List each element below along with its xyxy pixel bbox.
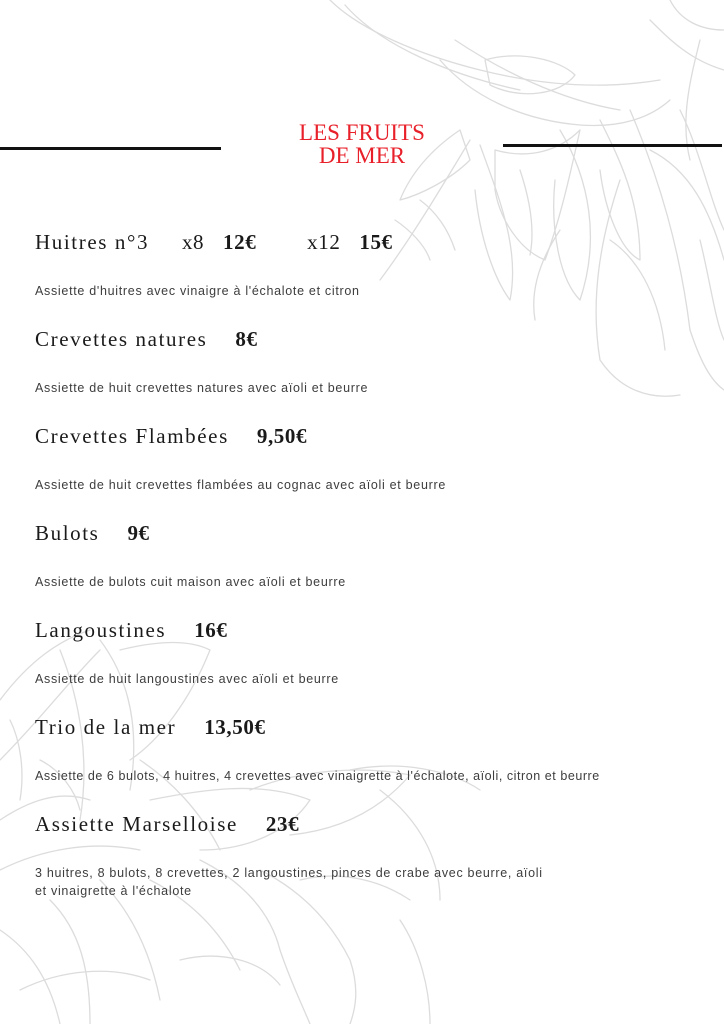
item-name: Huitres n°3 (35, 230, 150, 254)
item-description: Assiette de huit crevettes natures avec aïoli et beurre (35, 381, 369, 395)
item-price: 12€ (223, 230, 257, 254)
item-header (35, 230, 704, 254)
item-header (35, 618, 704, 642)
item-price: 15€ (359, 230, 393, 254)
item-name: Bulots (35, 521, 100, 545)
menu-item-crevettes-natures (35, 327, 704, 397)
menu-item-bulots (35, 521, 704, 591)
item-price: 13,50€ (204, 715, 266, 739)
item-description-line-1: 3 huitres, 8 bulots, 8 crevettes, 2 langoustines, pinces de crabe avec beurre, aïoli (35, 866, 543, 880)
item-price: 23€ (265, 812, 300, 836)
item-header (35, 521, 704, 545)
item-header (35, 327, 704, 351)
item-description: Assiette de huit crevettes flambées au cognac avec aïoli et beurre (35, 478, 446, 492)
menu-item-assiette-marselloise (35, 812, 704, 900)
title-line-1: LES FRUITS (299, 120, 425, 145)
item-header (35, 424, 704, 448)
menu-item-langoustines (35, 618, 704, 688)
item-header (35, 715, 704, 739)
item-price: 16€ (194, 618, 228, 642)
item-name: Langoustines (35, 618, 167, 642)
left-divider-line (0, 147, 221, 150)
menu-item-trio-de-la-mer (35, 715, 704, 785)
item-description: Assiette d'huitres avec vinaigre à l'échalote et citron (35, 284, 360, 298)
item-name: Assiette Marselloise (35, 812, 238, 836)
item-header (35, 812, 704, 836)
menu-item-crevettes-flambees (35, 424, 704, 494)
item-price: 8€ (235, 327, 258, 351)
item-description (35, 864, 704, 900)
item-price: 9€ (127, 521, 150, 545)
item-description: Assiette de bulots cuit maison avec aïoli et beurre (35, 575, 346, 589)
item-name: Trio de la mer (35, 715, 177, 739)
right-divider-line (503, 144, 722, 147)
title-line-2: DE MER (318, 143, 406, 168)
item-price: 9,50€ (256, 424, 308, 448)
item-description-line-2: et vinaigrette à l'échalote (35, 884, 192, 898)
item-name: Crevettes natures (35, 327, 208, 351)
item-quantity: x12 (307, 230, 341, 254)
item-name: Crevettes Flambées (35, 424, 229, 448)
item-quantity: x8 (181, 230, 205, 254)
page-title (262, 121, 462, 167)
item-description: Assiette de 6 bulots, 4 huitres, 4 crevettes avec vinaigrette à l'échalote, aïoli, citron et beurre (35, 769, 600, 783)
menu-item-huitres (35, 230, 704, 300)
item-description: Assiette de huit langoustines avec aïoli et beurre (35, 672, 339, 686)
